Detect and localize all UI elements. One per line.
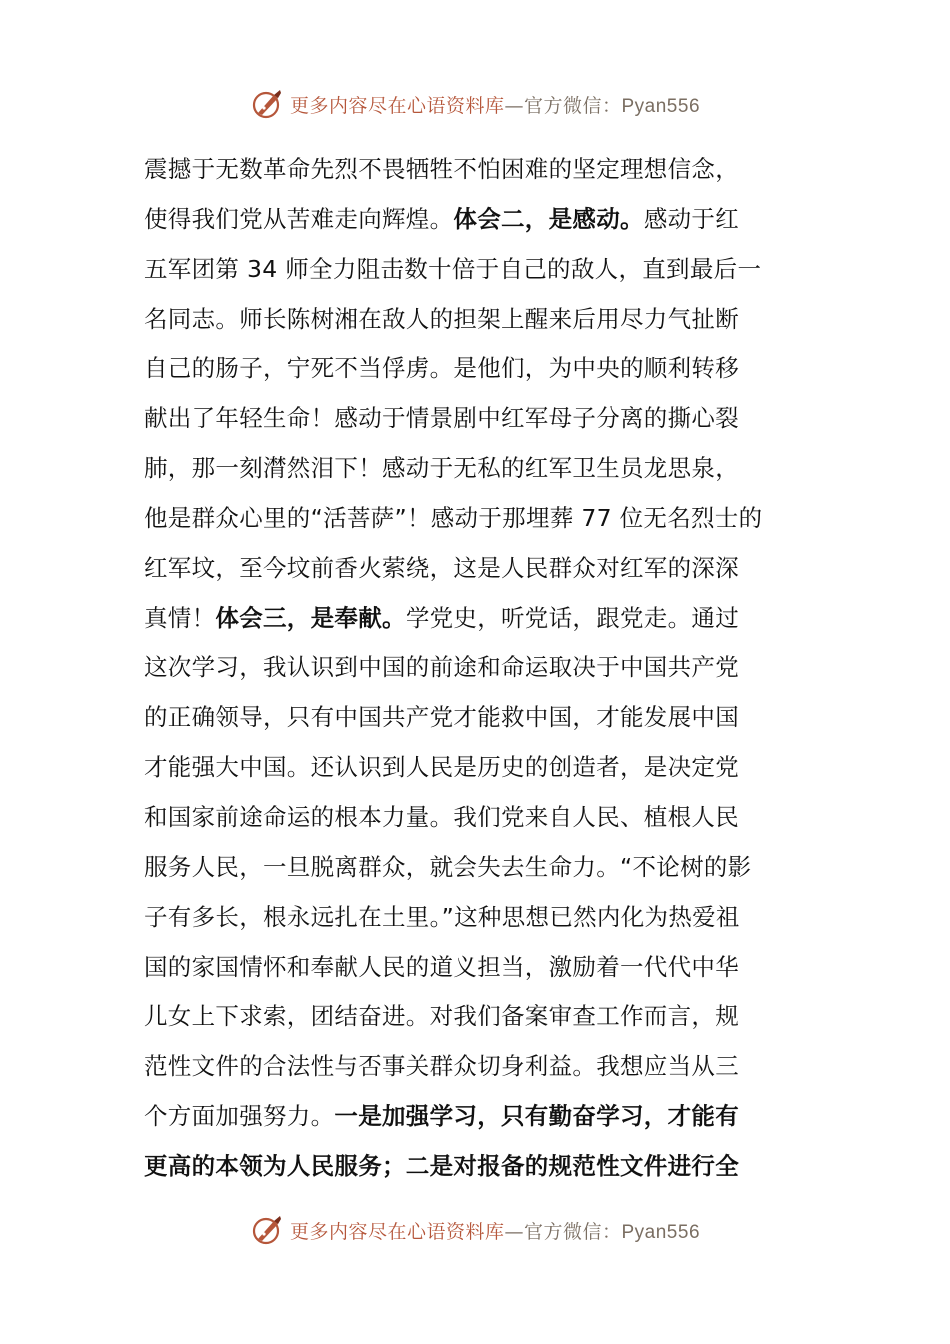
text-segment: 自己的肠子，宁死不当俘虏。是他们，为中央的顺利转移 — [144, 354, 739, 383]
text-line — [144, 544, 810, 594]
text-line — [144, 494, 810, 544]
bold-text-segment: 更高的本领为人民服务；二是对报备的规范性文件进行全 — [144, 1151, 739, 1180]
text-line — [144, 693, 810, 743]
bold-text-segment: 体会三，是奉献。 — [215, 603, 406, 632]
text-line — [144, 1142, 810, 1192]
text-line — [144, 145, 810, 195]
header-banner-wechat-id: Pyan556 — [621, 95, 701, 117]
footer-banner-wechat-id: Pyan556 — [621, 1221, 701, 1243]
text-line — [144, 195, 810, 245]
text-line — [144, 394, 810, 444]
text-line — [144, 893, 810, 943]
text-line — [144, 743, 810, 793]
header-banner-text — [290, 91, 700, 118]
text-segment: 范性文件的合法性与否事关群众切身利益。我想应当从三 — [144, 1052, 739, 1081]
pen-nib-circle-icon — [250, 1213, 284, 1247]
text-segment: 服务人民，一旦脱离群众，就会失去生命力。“不论树的影 — [144, 852, 752, 881]
text-segment: 名同志。师长陈树湘在敌人的担架上醒来后用尽力气扯断 — [144, 304, 739, 333]
text-line — [144, 1042, 810, 1092]
text-line — [144, 643, 810, 693]
footer-banner-text — [290, 1217, 700, 1244]
text-segment: 五军团第 34 师全力阻击数十倍于自己的敌人，直到最后一 — [144, 254, 762, 283]
text-segment: 献出了年轻生命！感动于情景剧中红军母子分离的撕心裂 — [144, 404, 739, 433]
text-segment: 他是群众心里的“活菩萨”！感动于那埋葬 77 位无名烈士的 — [144, 503, 763, 532]
text-segment: 红军坟，至今坟前香火萦绕，这是人民群众对红军的深深 — [144, 553, 739, 582]
text-segment: 这次学习，我认识到中国的前途和命运取决于中国共产党 — [144, 653, 739, 682]
footer-banner-wechat-label: —官方微信： — [504, 1220, 622, 1243]
bold-text-segment: 一是加强学习，只有勤奋学习，才能有 — [334, 1102, 740, 1131]
document-body — [144, 145, 810, 1192]
text-segment: 子有多长，根永远扎在土里。”这种思想已然内化为热爱祖 — [144, 902, 740, 931]
footer-watermark-banner — [0, 1210, 950, 1250]
text-segment: 才能强大中国。还认识到人民是历史的创造者，是决定党 — [144, 753, 739, 782]
text-segment: 儿女上下求索，团结奋进。对我们备案审查工作而言，规 — [144, 1002, 739, 1031]
text-segment: 学党史，听党话，跟党走。通过 — [405, 603, 740, 632]
text-segment: 国的家国情怀和奉献人民的道义担当，激励着一代代中华 — [144, 952, 739, 981]
text-line — [144, 594, 810, 644]
text-segment: 感动于红 — [643, 204, 740, 233]
header-banner-title: 更多内容尽在心语资料库 — [289, 94, 505, 117]
bold-text-segment: 体会二，是感动。 — [453, 204, 644, 233]
text-line — [144, 444, 810, 494]
text-line — [144, 793, 810, 843]
header-banner-wechat-label: —官方微信： — [504, 94, 622, 117]
text-line — [144, 843, 810, 893]
footer-banner-title: 更多内容尽在心语资料库 — [289, 1220, 505, 1243]
text-line — [144, 943, 810, 993]
text-segment: 个方面加强努力。 — [144, 1102, 335, 1131]
text-segment: 使得我们党从苦难走向辉煌。 — [144, 204, 454, 233]
text-segment: 肺，那一刻潸然泪下！感动于无私的红军卫生员龙思泉， — [144, 454, 739, 483]
pen-nib-circle-icon — [250, 87, 284, 121]
text-segment: 真情！ — [144, 603, 216, 632]
text-line — [144, 344, 810, 394]
text-segment: 和国家前途命运的根本力量。我们党来自人民、植根人民 — [144, 802, 739, 831]
text-segment: 震撼于无数革命先烈不畏牺牲不怕困难的坚定理想信念， — [144, 155, 739, 183]
text-line — [144, 295, 810, 345]
header-watermark-banner — [0, 84, 950, 124]
text-line — [144, 1092, 810, 1142]
text-line — [144, 992, 810, 1042]
text-segment: 的正确领导，只有中国共产党才能救中国，才能发展中国 — [144, 703, 739, 732]
text-line — [144, 245, 810, 295]
